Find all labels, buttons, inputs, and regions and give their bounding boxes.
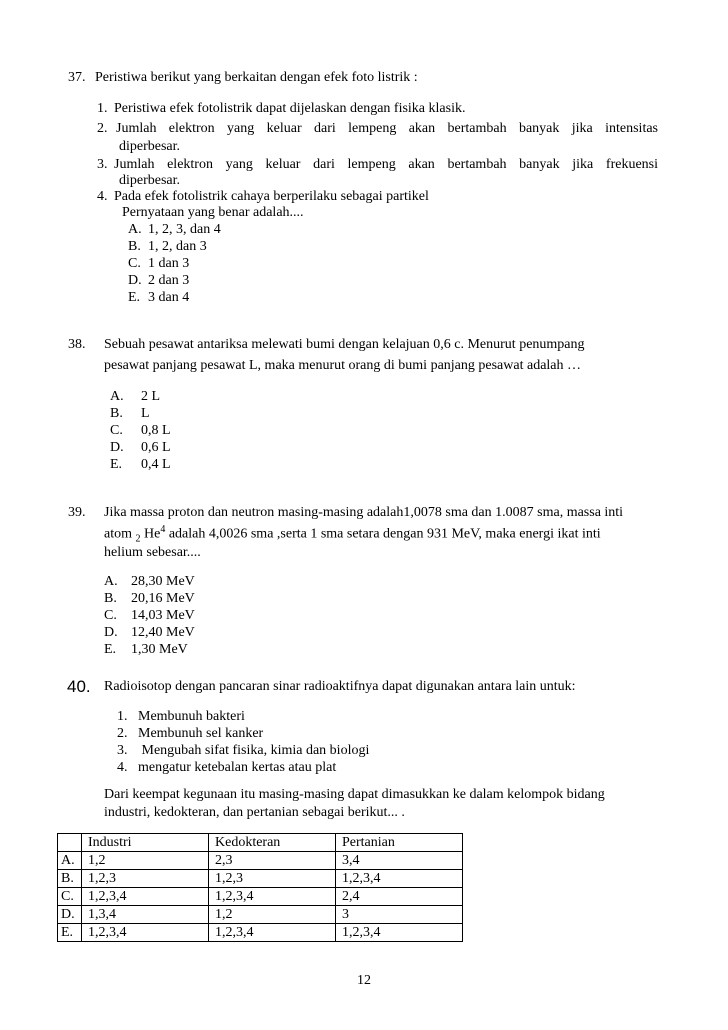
option-letter: B.: [128, 239, 141, 254]
table-header: Kedokteran: [209, 834, 336, 852]
table-cell: C.: [58, 888, 82, 906]
table-cell: 3,4: [336, 852, 463, 870]
use-text: Membunuh sel kanker: [138, 726, 264, 741]
table-cell: B.: [58, 870, 82, 888]
use-text: Membunuh bakteri: [138, 709, 245, 724]
table-cell: 1,2,3,4: [82, 924, 209, 942]
option-letter: B.: [110, 406, 123, 421]
question-text: Dari keempat kegunaan itu masing-masing dapat dimasukkan ke dalam kelompok bidang: [104, 787, 605, 802]
table-header: Industri: [82, 834, 209, 852]
table-row: [58, 888, 463, 906]
table-cell: 1,3,4: [82, 906, 209, 924]
mass-number: 4: [160, 524, 166, 535]
option-letter: A.: [110, 389, 124, 404]
element-symbol: He: [140, 526, 161, 542]
table-header-row: [58, 834, 463, 852]
question-text: atom $_2$ He$^4$ adalah 4,0026 sma ,serta 1 sma setara dengan 931 MeV, maka energi ikat inti: [104, 524, 601, 545]
option-text: 28,30 MeV: [131, 574, 195, 589]
question-prompt: Pernyataan yang benar adalah....: [122, 205, 304, 220]
table-cell: 3: [336, 906, 463, 924]
statement-number: 3.: [97, 157, 108, 172]
option-text: 1 dan 3: [148, 256, 190, 271]
statement-continuation: diperbesar.: [119, 139, 181, 154]
answer-table: [57, 833, 463, 942]
statement-number: 4.: [97, 189, 108, 204]
table-row: [58, 852, 463, 870]
use-text: Mengubah sifat fisika, kimia dan biologi: [138, 743, 370, 758]
table-cell: 1,2,3: [209, 870, 336, 888]
table-cell: A.: [58, 852, 82, 870]
statement-number: 1.: [97, 101, 108, 116]
use-number: 4.: [117, 760, 128, 775]
option-letter: D.: [128, 273, 142, 288]
option-letter: C.: [104, 608, 117, 623]
statement-text: Peristiwa efek fotolistrik dapat dijelaskan dengan fisika klasik.: [114, 101, 466, 116]
table-cell: 1,2: [82, 852, 209, 870]
statement-text: Pada efek fotolistrik cahaya berperilaku sebagai partikel: [114, 189, 429, 204]
table-cell: 1,2,3,4: [82, 888, 209, 906]
table-row: [58, 870, 463, 888]
table-cell: E.: [58, 924, 82, 942]
option-text: 0,4 L: [141, 457, 171, 472]
table-cell: 1,2,3,4: [336, 924, 463, 942]
question-number: 39.: [68, 505, 86, 520]
question-number: 40.: [67, 677, 91, 696]
option-text: 2 dan 3: [148, 273, 190, 288]
option-text: 14,03 MeV: [131, 608, 195, 623]
question-text: pesawat panjang pesawat L, maka menurut orang di bumi panjang pesawat adalah …: [104, 358, 582, 373]
option-text: 20,16 MeV: [131, 591, 195, 606]
option-letter: A.: [128, 222, 142, 237]
question-number: 38.: [68, 337, 86, 352]
option-text: 2 L: [141, 389, 161, 404]
table-cell: 1,2,3,4: [336, 870, 463, 888]
table-header: Pertanian: [336, 834, 463, 852]
option-text: 1,30 MeV: [131, 642, 188, 657]
question-text: industri, kedokteran, dan pertanian sebagai berikut... .: [104, 805, 405, 820]
option-text: 1, 2, 3, dan 4: [148, 222, 221, 237]
use-number: 1.: [117, 709, 128, 724]
statement-continuation: diperbesar.: [119, 173, 181, 188]
statement-text: Jumlah elektron yang keluar dari lempeng akan bertambah banyak jika intensitas: [116, 121, 658, 136]
option-text: L: [141, 406, 150, 421]
option-letter: C.: [110, 423, 123, 438]
atomic-number: 2: [135, 533, 141, 545]
option-letter: D.: [104, 625, 118, 640]
table-cell: 1,2,3,4: [209, 924, 336, 942]
option-letter: E.: [110, 457, 123, 472]
option-text: 0,6 L: [141, 440, 171, 455]
page-number: 12: [357, 973, 371, 988]
question-text: Jika massa proton dan neutron masing-masing adalah1,0078 sma dan 1.0087 sma, massa inti: [104, 505, 624, 520]
option-letter: A.: [104, 574, 118, 589]
option-text: 0,8 L: [141, 423, 171, 438]
table-cell: 2,4: [336, 888, 463, 906]
table-cell: 2,3: [209, 852, 336, 870]
question-text: Sebuah pesawat antariksa melewati bumi dengan kelajuan 0,6 c. Menurut penumpang: [104, 337, 585, 352]
table-cell: 1,2: [209, 906, 336, 924]
option-text: 3 dan 4: [148, 290, 190, 305]
option-text: 12,40 MeV: [131, 625, 195, 640]
option-letter: D.: [110, 440, 124, 455]
use-number: 2.: [117, 726, 128, 741]
table-row: [58, 924, 463, 942]
use-number: 3.: [117, 743, 128, 758]
question-number: 37.: [68, 70, 86, 85]
option-letter: C.: [128, 256, 141, 271]
table-row: [58, 906, 463, 924]
option-text: 1, 2, dan 3: [148, 239, 207, 254]
statement-text: Jumlah elektron yang keluar dari lempeng akan bertambah banyak jika frekuensi: [114, 157, 658, 172]
table-cell: D.: [58, 906, 82, 924]
question-stem: Peristiwa berikut yang berkaitan dengan efek foto listrik :: [95, 70, 418, 85]
question-text: helium sebesar....: [104, 545, 201, 560]
option-letter: B.: [104, 591, 117, 606]
table-header: [58, 834, 82, 852]
option-letter: E.: [128, 290, 141, 305]
table-cell: 1,2,3: [82, 870, 209, 888]
question-stem: Radioisotop dengan pancaran sinar radioaktifnya dapat digunakan antara lain untuk:: [104, 679, 576, 694]
table-cell: 1,2,3,4: [209, 888, 336, 906]
option-letter: E.: [104, 642, 117, 657]
use-text: mengatur ketebalan kertas atau plat: [138, 760, 337, 775]
statement-number: 2.: [97, 121, 108, 136]
